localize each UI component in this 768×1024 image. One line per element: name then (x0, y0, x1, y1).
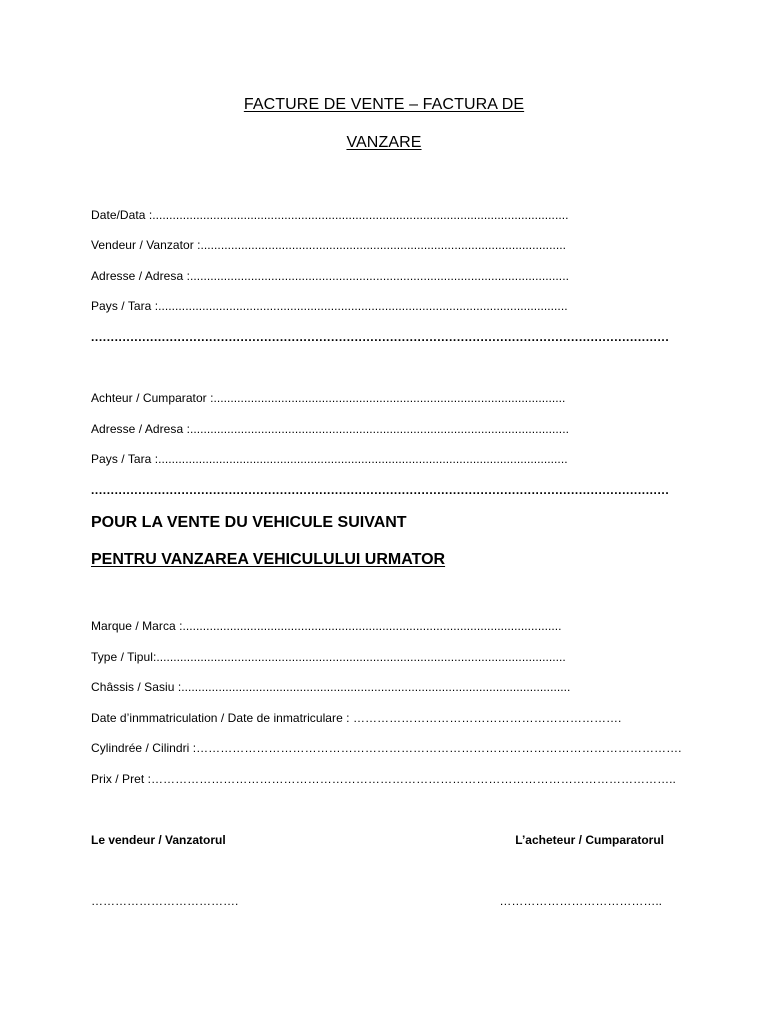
seller-signature-line: ………………………………. (91, 894, 239, 908)
buyer-signature-label: L’acheteur / Cumparatorul (515, 833, 664, 847)
seller-address-field: Adresse / Adresa :................................................................................................................ (91, 269, 569, 283)
buyer-name-field: Achteur / Cumparator :........................................................................................................ (91, 391, 566, 405)
document-title-line2: VANZARE (346, 134, 422, 151)
seller-extra-line: ................................................................................................................................................... (91, 330, 670, 344)
vehicle-type-field: Type / Tipul:......................................................................................................................... (91, 650, 566, 664)
vehicle-price-field: Prix / Pret :………………………………………………………………………………………………………………….. (91, 772, 676, 786)
buyer-extra-line: ................................................................................................................................................... (91, 483, 670, 497)
vehicle-chassis-field: Châssis / Sasiu :................................................................................................................... (91, 680, 571, 694)
buyer-signature-line: ………………………………….. (499, 894, 662, 908)
vehicle-brand-field: Marque / Marca :................................................................................................................ (91, 619, 562, 633)
vehicle-heading-fr: POUR LA VENTE DU VEHICULE SUIVANT (91, 514, 407, 531)
seller-country-field: Pays / Tara :......................................................................................................................... (91, 299, 568, 313)
seller-name-field: Vendeur / Vanzator :............................................................................................................ (91, 238, 566, 252)
buyer-country-field: Pays / Tara :......................................................................................................................... (91, 452, 568, 466)
vehicle-registration-date-field: Date d’inmmatriculation / Date de inmatriculare : …………………………………………………………. (91, 711, 622, 725)
buyer-address-field: Adresse / Adresa :................................................................................................................ (91, 422, 569, 436)
document-title-line1: FACTURE DE VENTE – FACTURA DE (243, 96, 525, 113)
seller-date-field: Date/Data :........................................................................................................................... (91, 208, 569, 222)
vehicle-heading-ro: PENTRU VANZAREA VEHICULULUI URMATOR (91, 551, 446, 568)
seller-signature-label: Le vendeur / Vanzatorul (91, 833, 226, 847)
vehicle-cylinder-field: Cylindrée / Cilindri :…………………………………………………………………………………………………………. (91, 741, 682, 755)
